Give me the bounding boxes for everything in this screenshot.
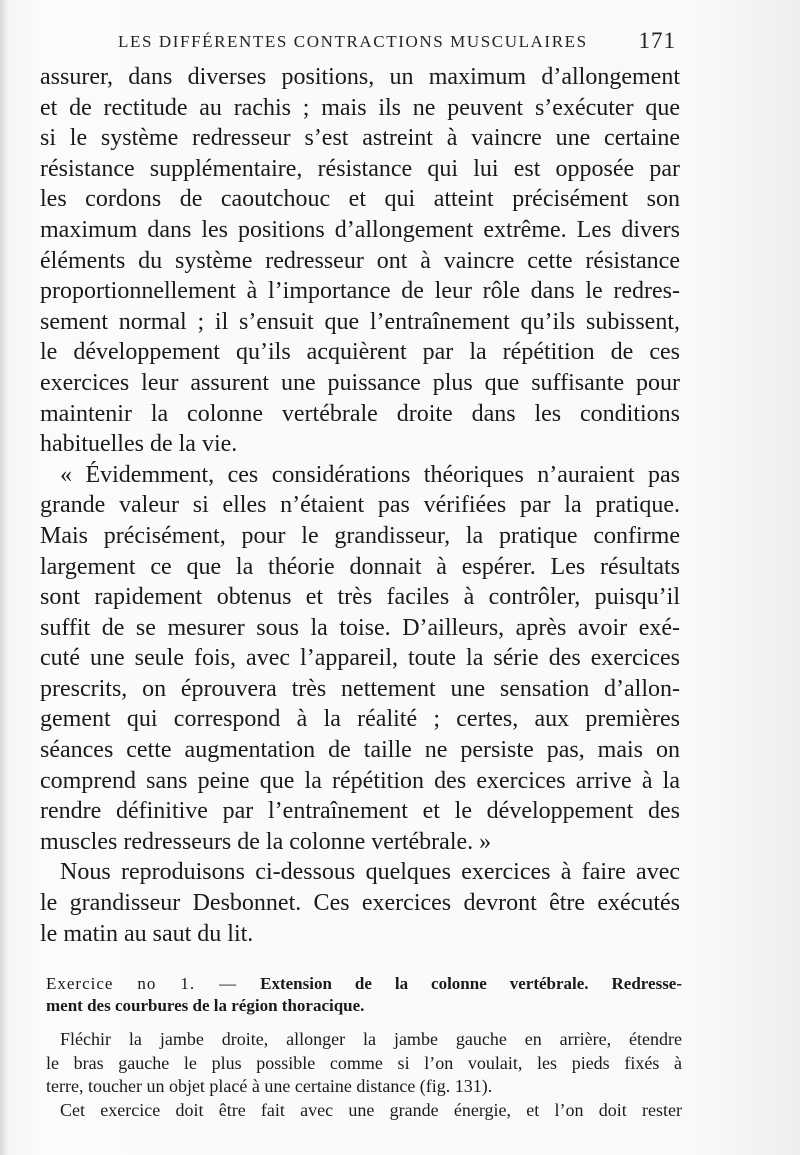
text-line: « Évidemment, ces considérations théoriques n’auraient pas [60, 461, 680, 488]
text-line: comprend sans peine que la répétition des exercices arrive à la [40, 767, 680, 794]
page-edge-shadow [0, 0, 8, 1155]
page-header [88, 26, 678, 62]
exercise-label: Exercice no 1. — [46, 974, 238, 993]
text-line: prescrits, on éprouvera très nettement une sensation d’allon- [40, 675, 680, 702]
text-line: rendre définitive par l’entraînement et le développement des [40, 798, 680, 825]
text-line: gement qui correspond à la réalité ; certes, aux premières [40, 706, 680, 733]
text-line: cuté une seule fois, avec l’appareil, toute la série des exercices [40, 645, 680, 672]
exercise-heading [46, 973, 682, 1017]
text-line: maintenir la colonne vertébrale droite dans les conditions [40, 400, 680, 427]
text-line: habituelles de la vie. [40, 431, 238, 458]
text-line: éléments du système redresseur ont à vaincre cette résistance [40, 247, 680, 274]
page-number: 171 [638, 28, 676, 53]
text-line: largement ce que la théorie donnait à espérer. Les résultats [40, 553, 680, 580]
text-line: séances cette augmentation de taille ne persiste pas, mais on [40, 737, 680, 764]
exercise-text-line: terre, toucher un objet placé à une certaine distance (fig. 131). [46, 1076, 493, 1096]
exercise-text-line: Cet exercice doit être fait avec une grande énergie, et l’on doit rester [60, 1099, 682, 1120]
text-line: sont rapidement obtenus et très faciles à contrôler, puisqu’il [40, 584, 680, 611]
exercise-text-line: Fléchir la jambe droite, allonger la jambe gauche en arrière, étendre [60, 1029, 682, 1049]
text-line: grande valeur si elles n’étaient pas vérifiées par la pratique. [40, 492, 680, 519]
text-line: assurer, dans diverses positions, un maximum d’allongement [40, 64, 680, 90]
text-line: si le système redresseur s’est astreint à vaincre une certaine [40, 125, 680, 152]
text-line: Mais précisément, pour le grandisseur, la pratique confirme [40, 522, 680, 549]
text-line: les cordons de caoutchouc et qui atteint précisément son [40, 186, 680, 213]
text-line: résistance supplémentaire, résistance qui lui est opposée par [40, 155, 680, 182]
exercise-description [46, 1028, 682, 1122]
text-line: muscles redresseurs de la colonne vertébrale. » [40, 828, 492, 855]
text-line: sement normal ; il s’ensuit que l’entraînement qu’ils subissent, [40, 308, 680, 335]
exercise-title-continuation: ment des courbures de la région thoracique. [46, 996, 365, 1015]
text-line: suffit de se mesurer sous la toise. D’ailleurs, après avoir exé- [40, 614, 680, 641]
main-text [40, 62, 680, 949]
text-line: le développement qu’ils acquièrent par la répétition de ces [40, 339, 680, 366]
exercise-text-line: le bras gauche le plus possible comme si l’on voulait, les pieds fixés à [46, 1052, 682, 1073]
running-head: LES DIFFÉRENTES CONTRACTIONS MUSCULAIRES [118, 32, 588, 51]
text-line: maximum dans les positions d’allongement extrême. Les divers [40, 216, 680, 243]
exercise-heading-line [46, 973, 682, 995]
text-line: le grandisseur Desbonnet. Ces exercices devront être exécutés [40, 890, 680, 917]
text-line: Nous reproduisons ci-dessous quelques exercices à faire avec [60, 859, 680, 886]
text-line: proportionnellement à l’importance de leur rôle dans le redres- [40, 278, 680, 305]
text-line: exercices leur assurent une puissance plus que suffisante pour [40, 369, 680, 396]
text-line: et de rectitude au rachis ; mais ils ne peuvent s’exécuter que [40, 94, 680, 121]
text-line: le matin au saut du lit. [40, 920, 254, 947]
exercise-title: Extension de la colonne vertébrale. Redresse- [260, 974, 683, 993]
